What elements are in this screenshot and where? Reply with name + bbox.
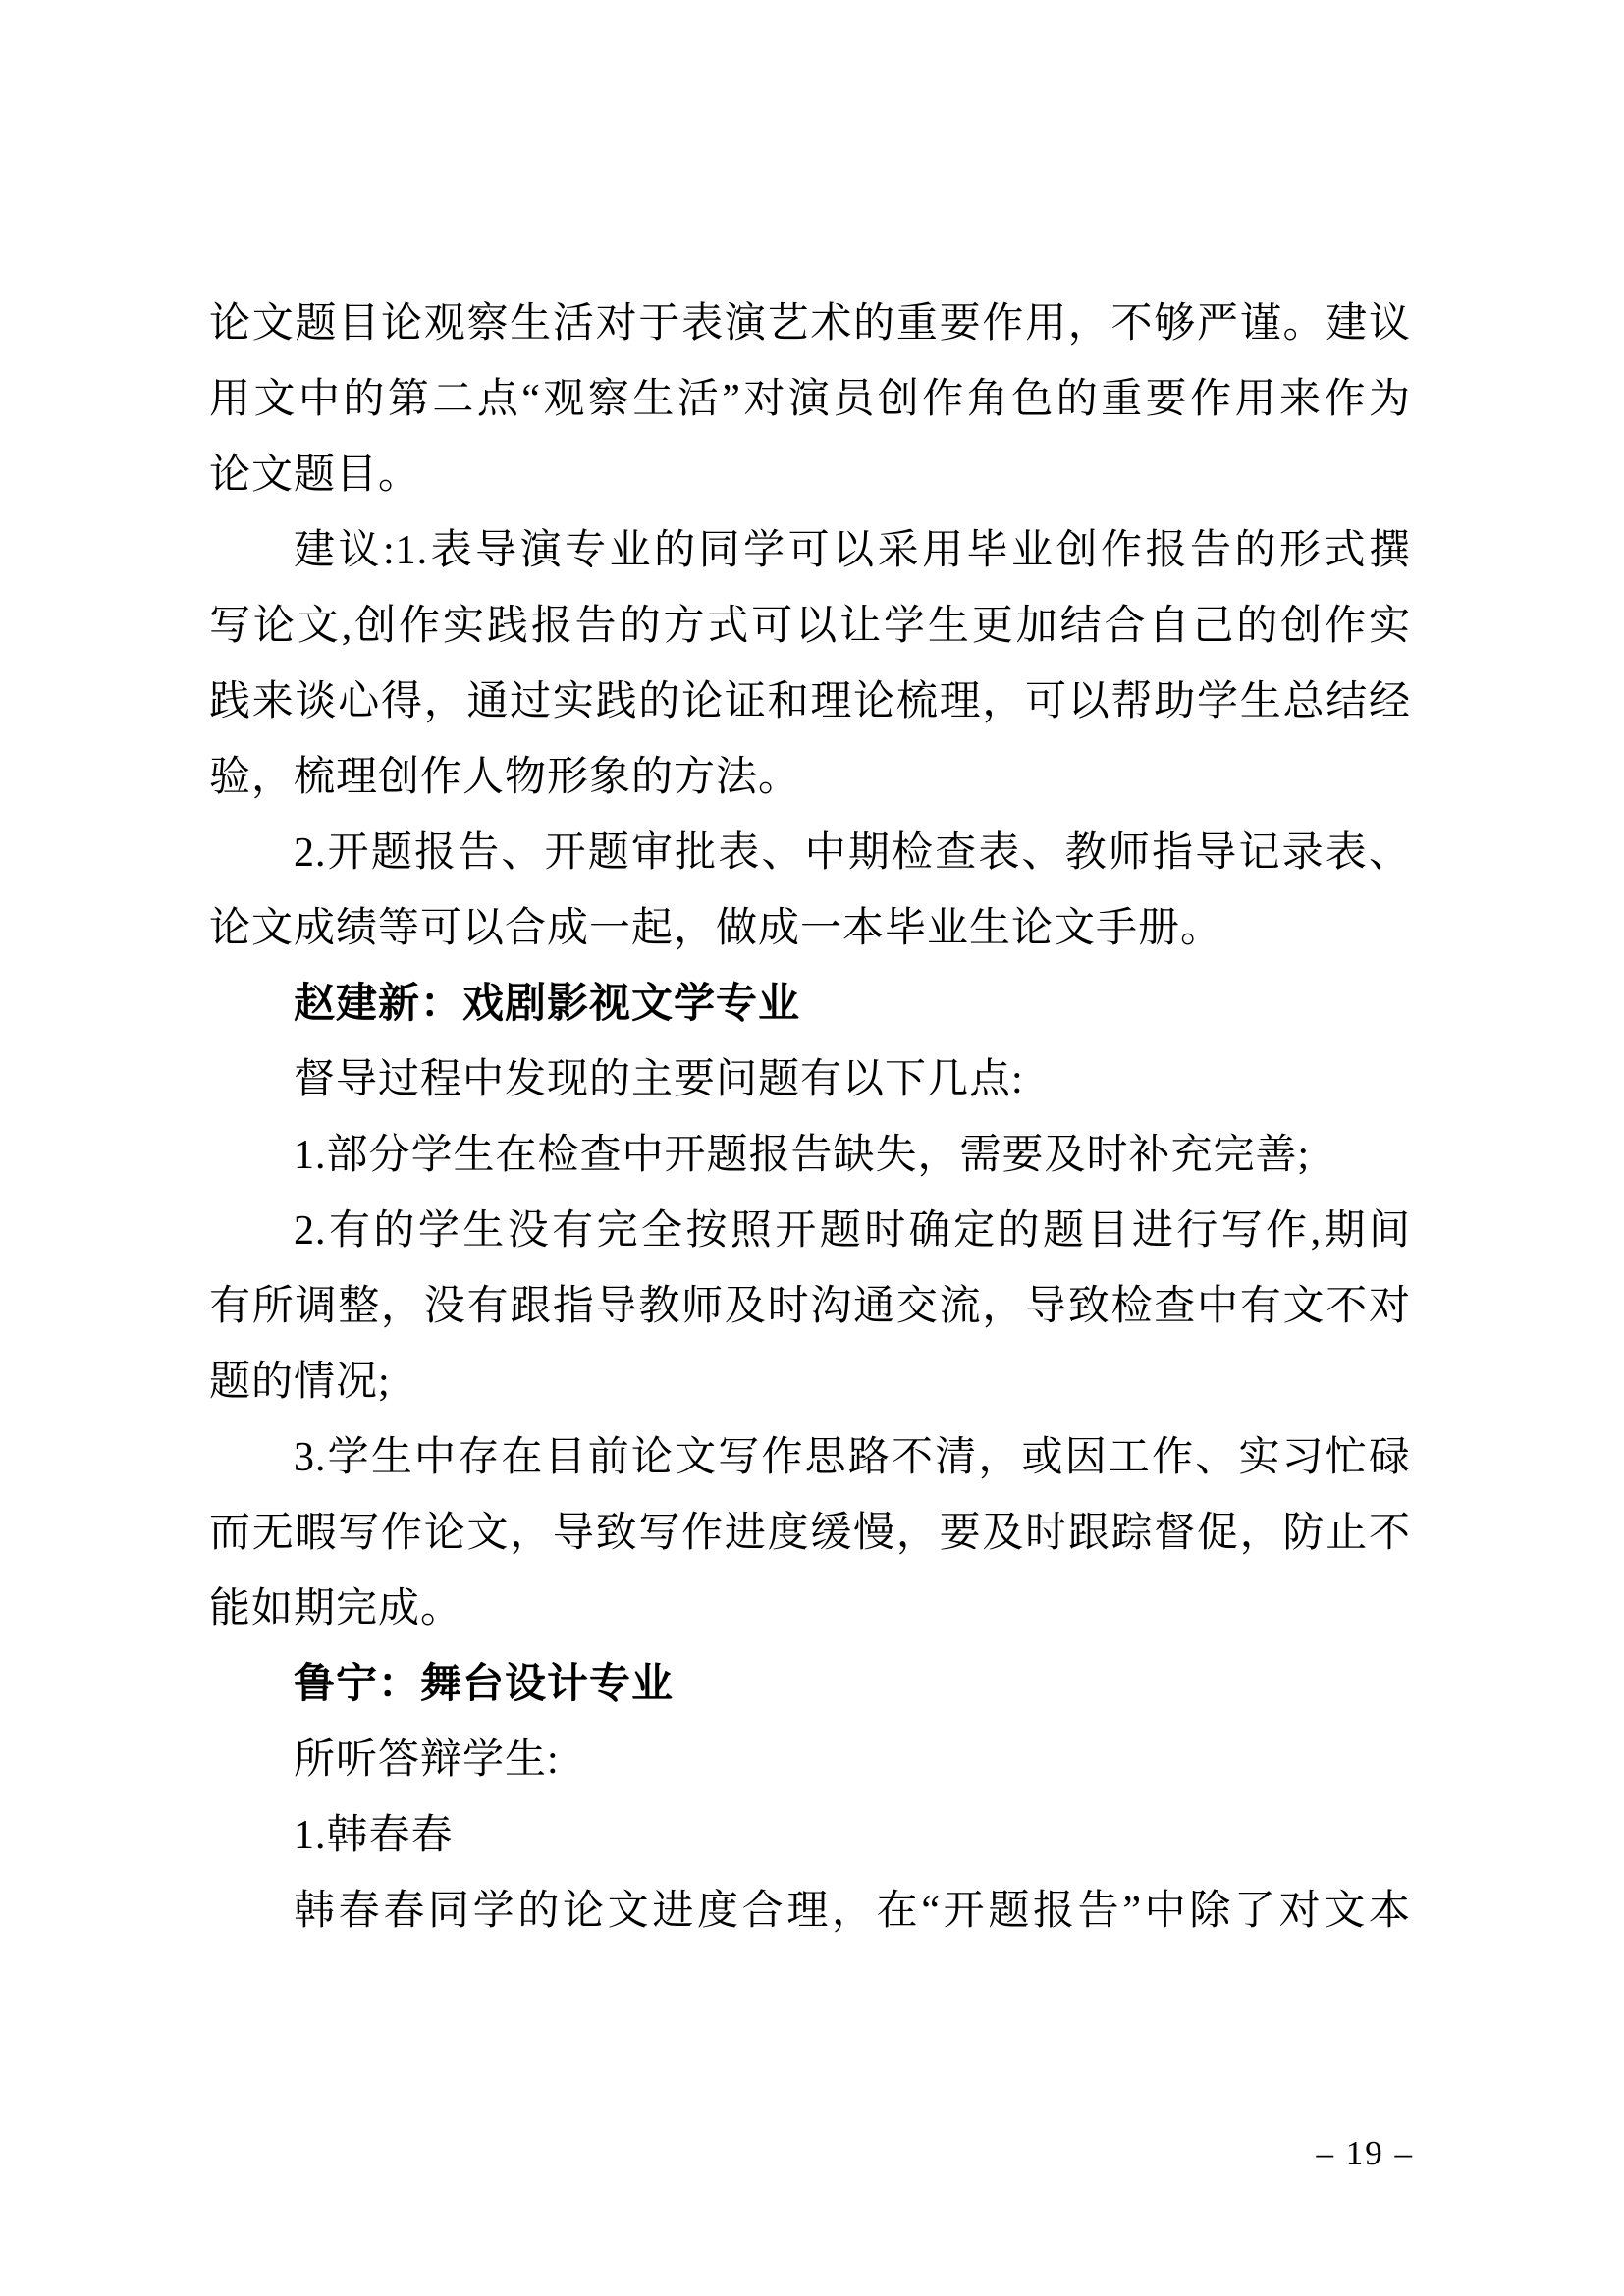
document-body <box>209 287 1411 1949</box>
text-line: 2.开题报告、开题审批表、中期检查表、教师指导记录表、 <box>294 830 1411 876</box>
text-line: 韩春春同学的论文进度合理，在“开题报告”中除了对文本 <box>294 1889 1411 1934</box>
text-line: 所听答辩学生: <box>294 1737 560 1783</box>
text-line: 1.部分学生在检查中开题报告缺失，需要及时补充完善; <box>294 1133 1311 1178</box>
text-line: 而无暇写作论文，导致写作进度缓慢，要及时跟踪督促，防止不 <box>209 1511 1411 1556</box>
text-line: 践来谈心得，通过实践的论证和理论梳理，可以帮助学生总结经 <box>209 679 1411 724</box>
text-line: 1.韩春春 <box>294 1813 454 1858</box>
text-line: 题的情况; <box>209 1360 391 1405</box>
text-line: 建议:1.表导演专业的同学可以采用毕业创作报告的形式撰 <box>294 528 1411 573</box>
text-line: 鲁宁：舞台设计专业 <box>294 1662 675 1707</box>
text-line: 用文中的第二点“观察生活”对演员创作角色的重要作用来作为 <box>209 377 1411 422</box>
text-line: 论文题目论观察生活对于表演艺术的重要作用，不够严谨。建议 <box>209 301 1411 347</box>
text-line: 能如期完成。 <box>209 1586 463 1631</box>
page-number: – 19 – <box>1316 2134 1414 2172</box>
text-line: 2.有的学生没有完全按照开题时确定的题目进行写作,期间 <box>294 1208 1411 1254</box>
text-line: 论文成绩等可以合成一起，做成一本毕业生论文手册。 <box>209 906 1223 951</box>
text-line: 有所调整，没有跟指导教师及时沟通交流，导致检查中有文不对 <box>209 1284 1411 1329</box>
text-line: 验，梳理创作人物形象的方法。 <box>209 755 801 800</box>
text-line: 3.学生中存在目前论文写作思路不清，或因工作、实习忙碌 <box>294 1435 1411 1480</box>
text-line: 赵建新：戏剧影视文学专业 <box>294 982 801 1027</box>
text-line: 督导过程中发现的主要问题有以下几点: <box>294 1057 1024 1102</box>
text-line: 论文题目。 <box>209 453 421 498</box>
text-line: 写论文,创作实践报告的方式可以让学生更加结合自己的创作实 <box>209 604 1411 649</box>
